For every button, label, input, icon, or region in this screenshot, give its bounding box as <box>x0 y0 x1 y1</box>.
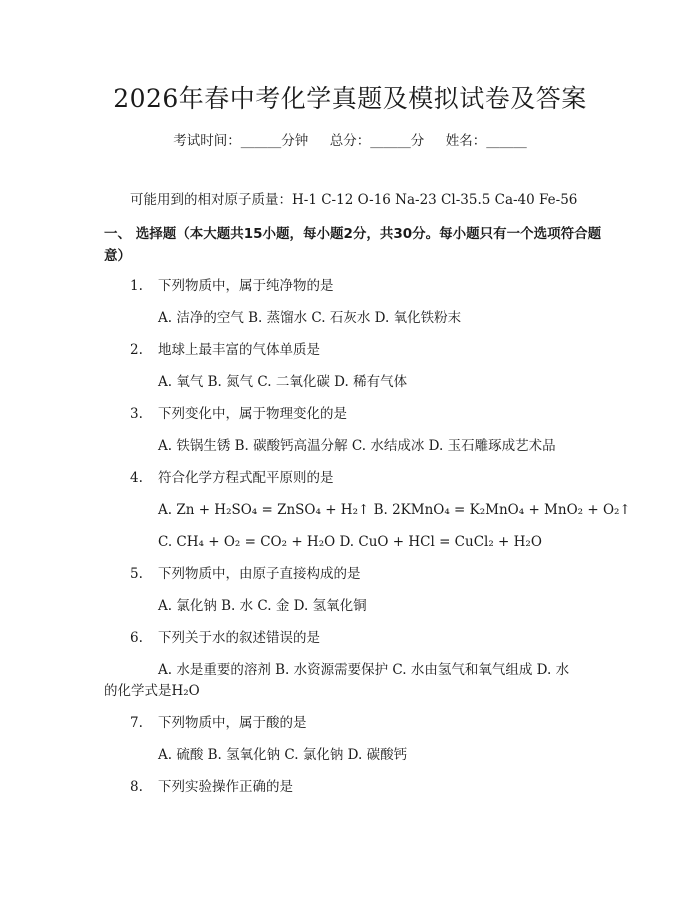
question-options: A. 铁锅生锈 B. 碳酸钙高温分解 C. 水结成冰 D. 玉石雕琢成艺术品 <box>158 438 556 454</box>
question-text: 下列物质中，属于纯净物的是 <box>158 278 334 294</box>
question-options: A. 氧气 B. 氮气 C. 二氧化碳 D. 稀有气体 <box>158 374 408 390</box>
question-number: 8. <box>130 779 143 795</box>
question-options: A. 硫酸 B. 氢氧化钠 C. 氯化钠 D. 碳酸钙 <box>158 747 408 763</box>
page-title: 2026年春中考化学真题及模拟试卷及答案 <box>113 84 587 113</box>
question-text: 符合化学方程式配平原则的是 <box>158 470 334 486</box>
question-options: C. CH₄ + O₂ = CO₂ + H₂O D. CuO + HCl = CuCl₂ + H₂O <box>158 534 542 550</box>
question-options: A. Zn + H₂SO₄ = ZnSO₄ + H₂↑ B. 2KMnO₄ = K₂MnO₄ + MnO₂ + O₂↑ <box>158 502 631 518</box>
question-options-continued: 的化学式是H₂O <box>104 683 200 699</box>
section-heading: 一、 选择题（本大题共15小题，每小题2分，共30分。每小题只有一个选项符合题意） <box>104 226 602 264</box>
atomic-mass-note: 可能用到的相对原子质量：H-1 C-12 O-16 Na-23 Cl-35.5 Ca-40 Fe-56 <box>130 192 578 208</box>
question-number: 7. <box>130 715 143 731</box>
question-text: 下列变化中，属于物理变化的是 <box>158 406 347 422</box>
exam-info-line: 考试时间：______分钟 总分：______分 姓名：______ <box>173 133 527 149</box>
question-number: 2. <box>130 342 143 358</box>
question-options: A. 氯化钠 B. 水 C. 金 D. 氢氧化铜 <box>158 598 367 614</box>
question-options: A. 水是重要的溶剂 B. 水资源需要保护 C. 水由氢气和氧气组成 D. 水 <box>158 662 570 678</box>
question-number: 4. <box>130 470 143 486</box>
question-number: 6. <box>130 630 143 646</box>
question-text: 下列物质中，属于酸的是 <box>158 715 307 731</box>
question-text: 下列物质中，由原子直接构成的是 <box>158 566 361 582</box>
question-options: A. 洁净的空气 B. 蒸馏水 C. 石灰水 D. 氧化铁粉末 <box>158 310 462 326</box>
question-text: 下列实验操作正确的是 <box>158 779 293 795</box>
question-text: 下列关于水的叙述错误的是 <box>158 630 320 646</box>
question-text: 地球上最丰富的气体单质是 <box>158 342 320 358</box>
question-number: 3. <box>130 406 143 422</box>
question-number: 1. <box>130 278 143 294</box>
question-number: 5. <box>130 566 143 582</box>
